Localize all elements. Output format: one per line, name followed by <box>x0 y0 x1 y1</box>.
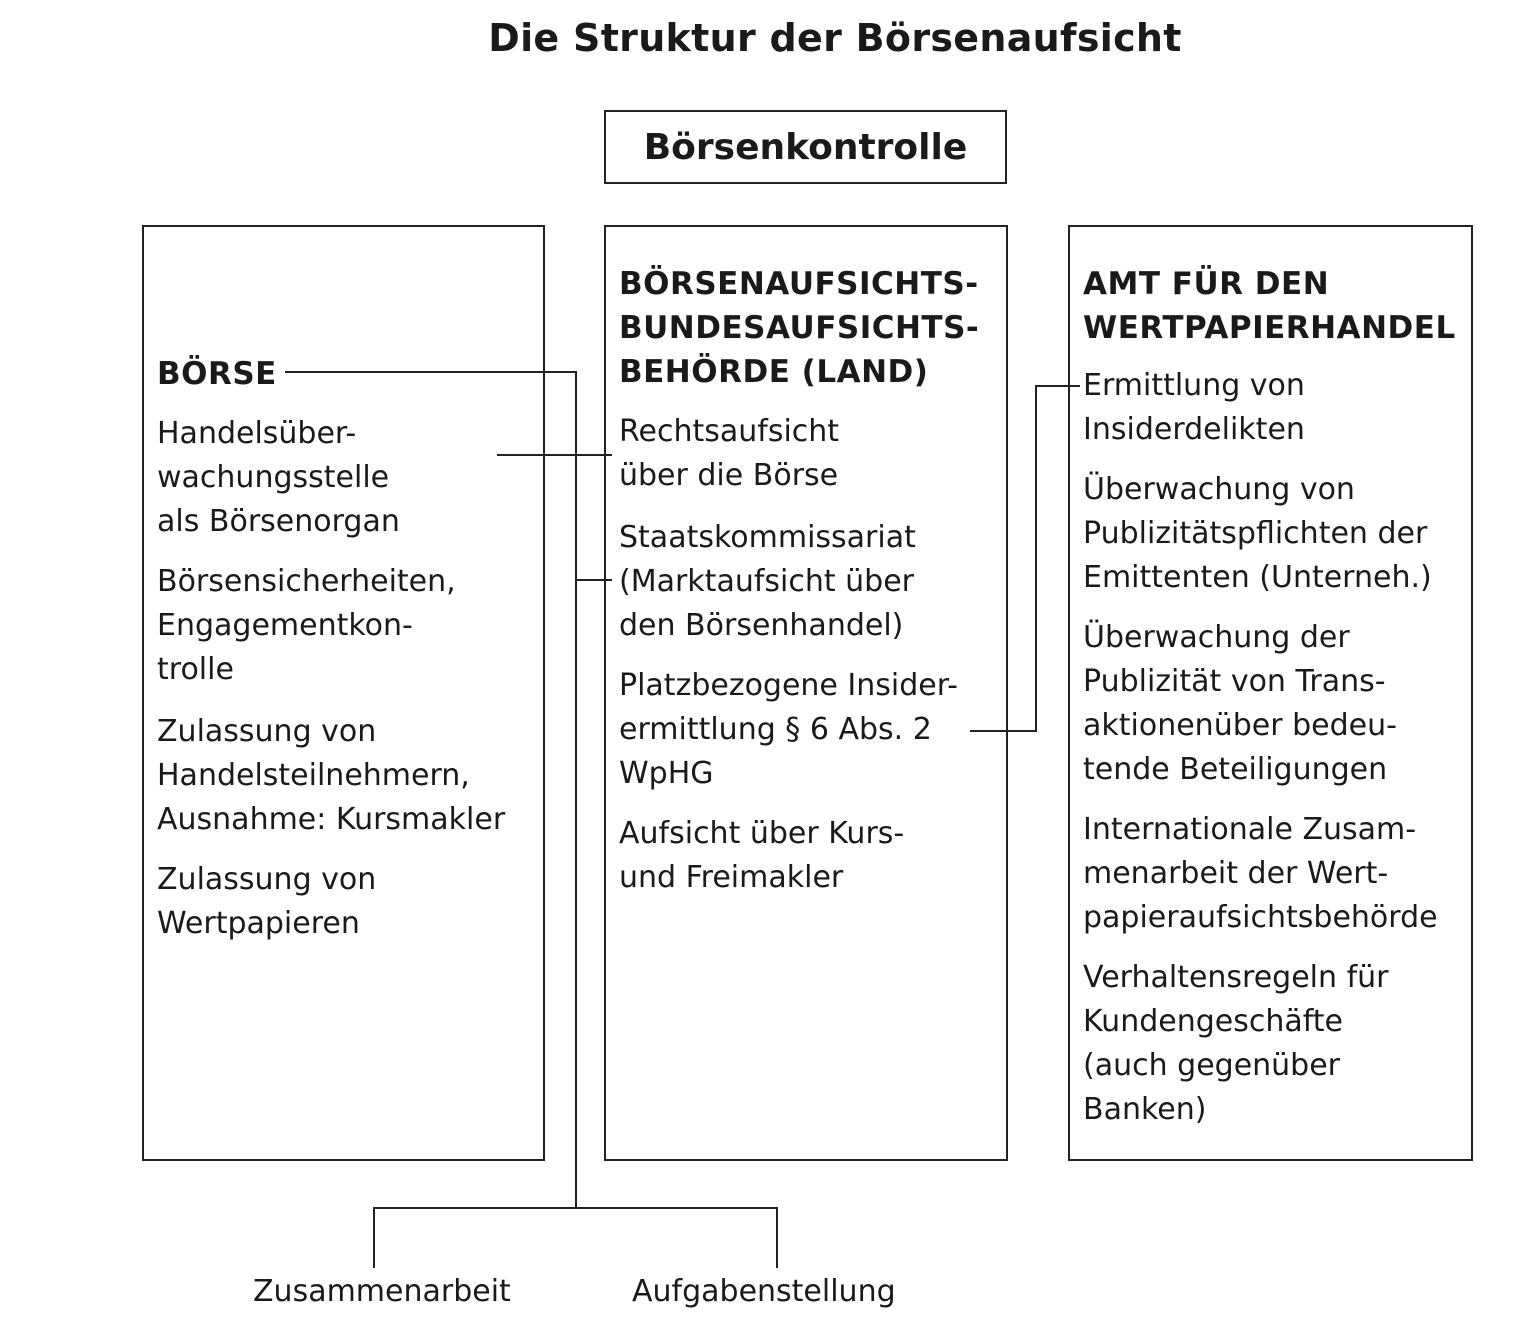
middle-item-2-line-1: Staatskommissariat <box>619 520 916 555</box>
right-item-3-line-2: Publizität von Trans- <box>1083 664 1386 699</box>
left-item-4-line-1: Zulassung von <box>157 862 377 897</box>
middle-heading-line-3: BEHÖRDE (LAND) <box>619 354 929 390</box>
top-box-boersenkontrolle <box>604 110 1007 184</box>
left-item-2-line-3: trolle <box>157 652 234 687</box>
middle-heading-line-2: BUNDESAUFSICHTS- <box>619 310 980 346</box>
right-item-4-line-2: menarbeit der Wert- <box>1083 856 1389 891</box>
right-heading-line-2: WERTPAPIERHANDEL <box>1083 310 1456 346</box>
right-item-3-line-4: tende Beteiligungen <box>1083 752 1388 787</box>
left-item-3-line-1: Zulassung von <box>157 714 377 749</box>
right-item-5-line-4: Banken) <box>1083 1092 1207 1127</box>
middle-item-4-line-2: und Freimakler <box>619 860 844 895</box>
middle-item-2-line-3: den Börsenhandel) <box>619 608 904 643</box>
left-item-1-line-1: Handelsüber- <box>157 416 357 451</box>
legend-aufgabenstellung: Aufgabenstellung <box>632 1274 896 1309</box>
left-item-4-line-2: Wertpapieren <box>157 906 360 941</box>
diagram-title: Die Struktur der Börsenaufsicht <box>488 16 1182 60</box>
right-item-1-line-2: Insiderdelikten <box>1083 412 1305 447</box>
right-item-4-line-3: papieraufsichtsbehörde <box>1083 900 1438 935</box>
legend-zusammenarbeit: Zusammenarbeit <box>253 1274 511 1309</box>
left-item-3-line-2: Handelsteilnehmern, <box>157 758 470 793</box>
top-box-label: Börsenkontrolle <box>643 126 968 168</box>
right-item-5-line-1: Verhaltensregeln für <box>1083 960 1389 995</box>
middle-item-3-line-1: Platzbezogene Insider- <box>619 668 958 703</box>
middle-item-4-line-1: Aufsicht über Kurs- <box>619 816 905 851</box>
left-item-2-line-1: Börsensicherheiten, <box>157 564 456 599</box>
right-item-2-line-1: Überwachung von <box>1083 472 1355 507</box>
right-item-1-line-1: Ermittlung von <box>1083 368 1305 403</box>
right-item-4-line-1: Internationale Zusam- <box>1083 812 1417 847</box>
middle-item-1-line-2: über die Börse <box>619 458 839 493</box>
middle-heading-line-1: BÖRSENAUFSICHTS- <box>619 266 979 302</box>
right-item-3-line-1: Überwachung der <box>1083 620 1350 655</box>
left-item-3-line-3: Ausnahme: Kursmakler <box>157 802 506 837</box>
left-item-2-line-2: Engagementkon- <box>157 608 413 643</box>
right-item-2-line-3: Emittenten (Unterneh.) <box>1083 560 1432 595</box>
left-item-1-line-3: als Börsenorgan <box>157 504 400 539</box>
left-heading-line: BÖRSE <box>157 356 277 392</box>
right-item-3-line-3: aktionenüber bedeu- <box>1083 708 1397 743</box>
middle-item-3-line-2: ermittlung § 6 Abs. 2 <box>619 712 932 747</box>
right-heading-line-1: AMT FÜR DEN <box>1083 266 1330 302</box>
middle-item-2-line-2: (Marktaufsicht über <box>619 564 915 599</box>
legend-bracket <box>374 1208 777 1268</box>
right-item-5-line-3: (auch gegenüber <box>1083 1048 1341 1083</box>
right-item-2-line-2: Publizitätspflichten der <box>1083 516 1428 551</box>
left-item-1-line-2: wachungsstelle <box>157 460 390 495</box>
middle-item-3-line-3: WpHG <box>619 756 714 791</box>
middle-item-1-line-1: Rechtsaufsicht <box>619 414 840 449</box>
right-item-5-line-2: Kundengeschäfte <box>1083 1004 1343 1039</box>
